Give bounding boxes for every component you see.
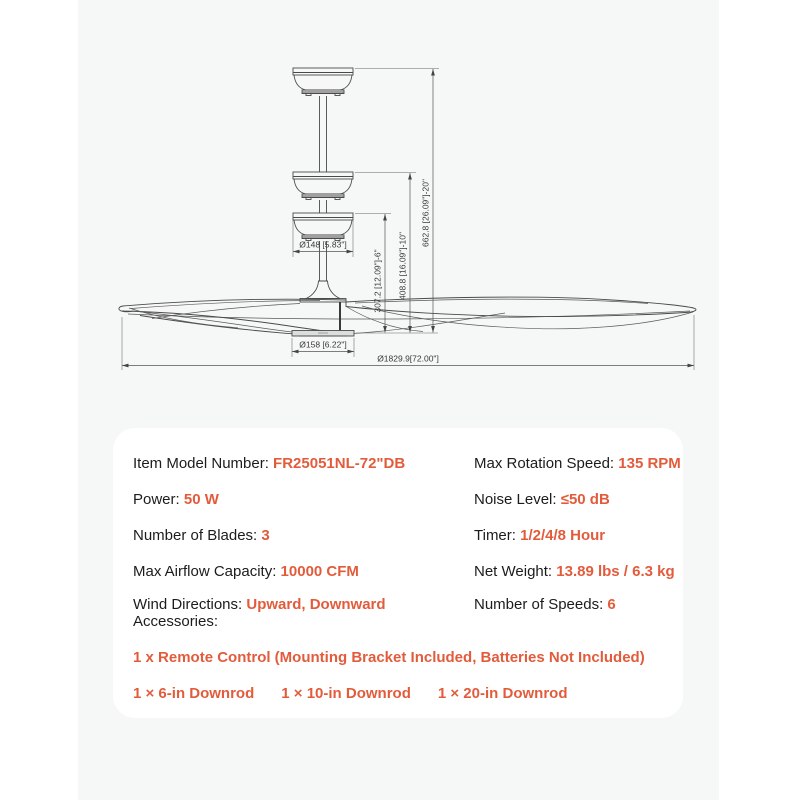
dimension-heights: [355, 69, 439, 334]
dimension-label-housing: Ø158 [6.22"]: [299, 339, 347, 350]
spec-label: Noise Level:: [474, 491, 561, 508]
spec-value: FR25051NL-72"DB: [273, 455, 406, 472]
spec-row-timer: [474, 528, 605, 544]
spec-row-rotation-speed: [474, 456, 681, 472]
spec-label: Max Airflow Capacity:: [133, 563, 281, 580]
mid-canopy: [293, 172, 353, 200]
spec-value: 10000 CFM: [280, 563, 359, 580]
spec-label: Timer:: [474, 527, 521, 544]
spec-value: ≤50 dB: [560, 491, 610, 508]
spec-row-blades: [133, 528, 270, 544]
spec-value: 50 W: [183, 491, 219, 508]
lower-canopy: [293, 213, 353, 241]
spec-row-wind-directions: [133, 597, 386, 613]
spec-label: Wind Directions:: [133, 596, 247, 613]
dimension-label-10in: 408.8 [16.09"]-10": [397, 232, 408, 300]
spec-label: Number of Speeds:: [474, 596, 608, 613]
spec-label: Item Model Number:: [133, 455, 274, 472]
spec-value: Upward, Downward: [246, 596, 386, 613]
downrod-20in: 1 × 20-in Downrod: [437, 685, 568, 702]
dimension-label-canopy: Ø148 [5.83"]: [299, 239, 347, 250]
spec-label: Power:: [133, 491, 184, 508]
downrod: [320, 96, 327, 281]
accessory-remote-control: 1 x Remote Control (Mounting Bracket Included, Batteries Not Included): [133, 649, 645, 666]
spec-row-speeds: [474, 597, 616, 613]
dimension-blade-span: [122, 315, 694, 370]
spec-value: 135 RPM: [618, 455, 681, 472]
spec-row-model: [133, 456, 405, 472]
spec-label: Max Rotation Speed:: [474, 455, 619, 472]
spec-row-airflow: [133, 564, 359, 580]
dimension-label-20in: 662.8 [26.09"]-20": [420, 179, 431, 247]
downrod-10in: 1 × 10-in Downrod: [281, 685, 411, 702]
dimension-housing-diameter: [292, 338, 354, 357]
ceiling-canopy: [293, 68, 353, 96]
fan-blades: [119, 297, 696, 335]
specifications-card: [113, 428, 683, 718]
downrod-6in: 1 × 6-in Downrod: [133, 685, 255, 702]
dimension-label-span: Ø1829.9[72.00"]: [377, 353, 439, 364]
spec-label: Net Weight:: [474, 563, 557, 580]
spec-value: 3: [261, 527, 270, 544]
accessory-downrods: [133, 686, 567, 702]
spec-value: 13.89 lbs / 6.3 kg: [556, 563, 675, 580]
spec-value: 6: [607, 596, 616, 613]
bottom-cover-plate: [292, 331, 354, 337]
spec-row-noise-level: [474, 492, 610, 508]
spec-row-power: [133, 492, 219, 508]
spec-label: Number of Blades:: [133, 527, 262, 544]
dimension-label-6in: 307.2 [12.09"]-6": [372, 249, 383, 313]
accessories-heading: Accessories:: [133, 613, 219, 630]
spec-row-net-weight: [474, 564, 675, 580]
spec-value: 1/2/4/8 Hour: [520, 527, 606, 544]
